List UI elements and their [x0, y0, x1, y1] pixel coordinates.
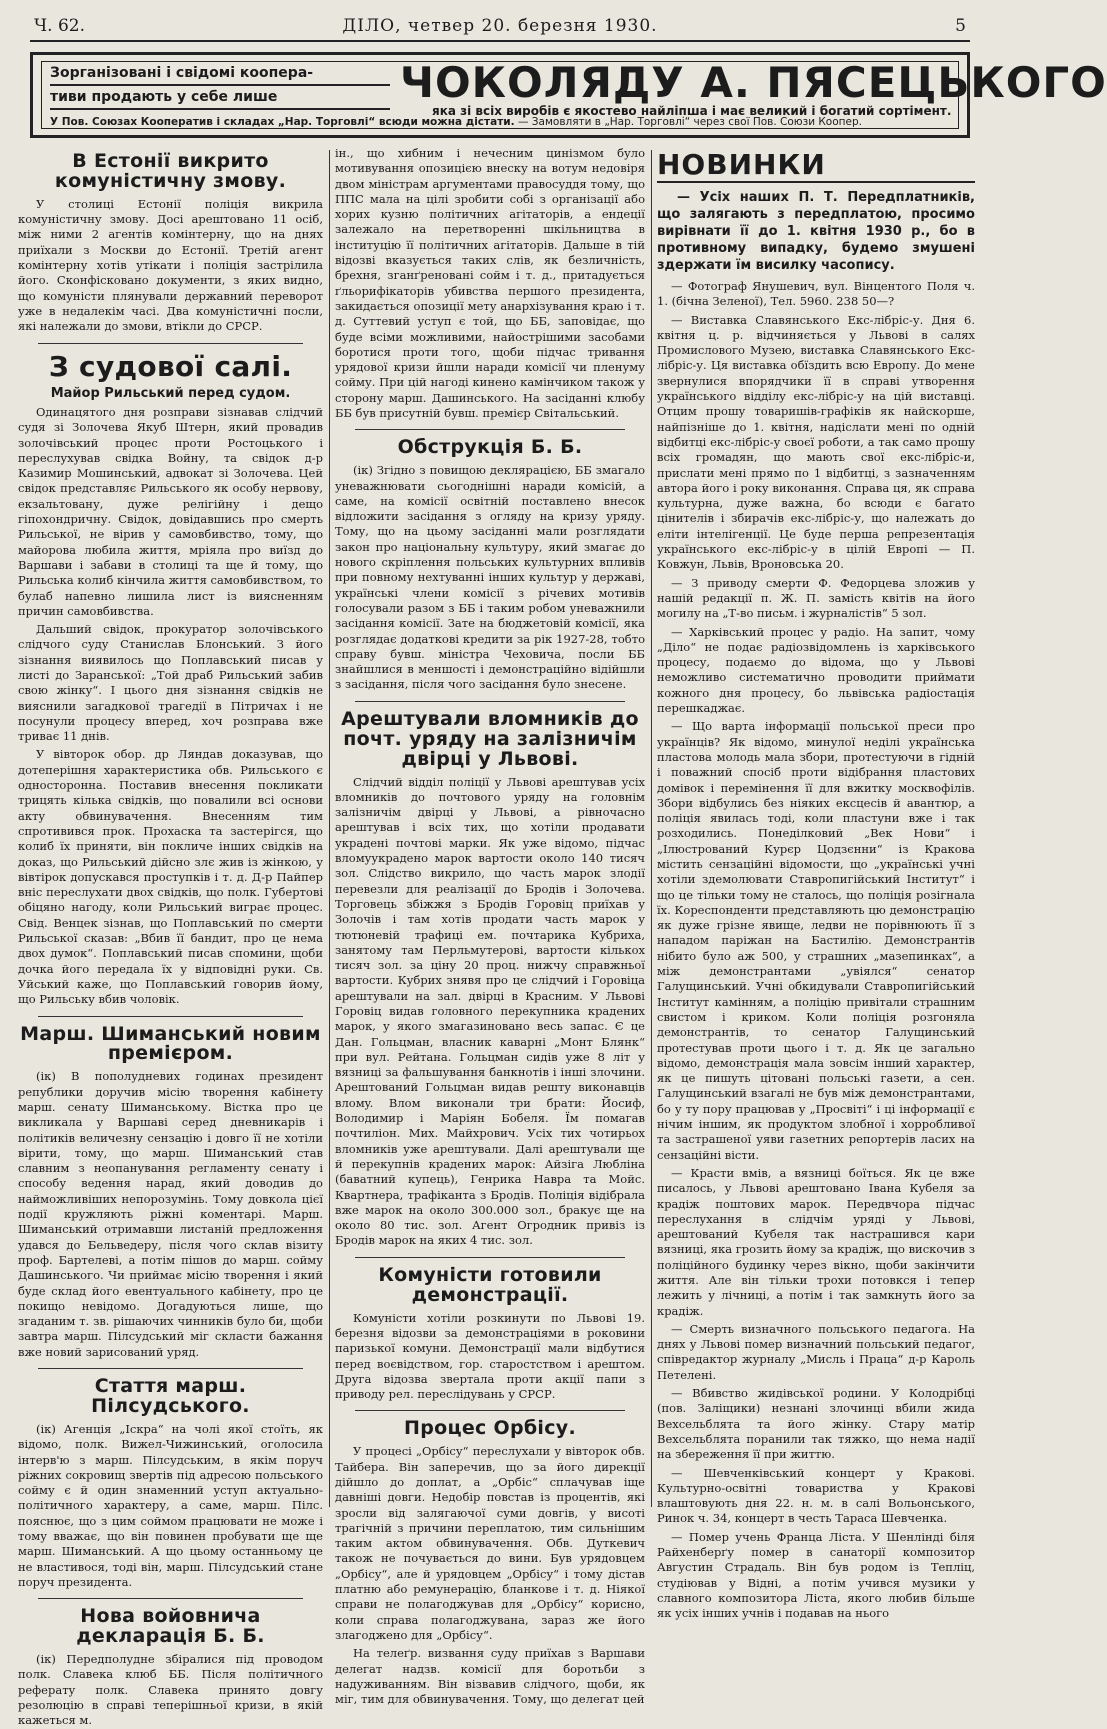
article-bb-declaration-text: (ік) Передполудне збіралися під проводом полк. Славека клюб ББ. Після політичного реферату полк. Славека принято довгу резолюцію в справі теперішньої кризи, в якій кажеться м. [18, 1652, 323, 1728]
ad-inner-frame [41, 58, 1107, 129]
article-burglars-title: Арештували вломників до почт. уряду на залізничім двірці у Львові. [341, 707, 639, 770]
article-orbis-title: Процес Орбісу. [404, 1417, 576, 1440]
article-communists-title: Комуністи готовили демонстрації. [378, 1263, 602, 1306]
divider [38, 1368, 303, 1369]
news-section-title: НОВИНКИ [657, 148, 975, 183]
issue-date: четвер 20. березня 1930. [407, 16, 658, 36]
column-rule-1 [329, 150, 330, 1507]
article-court-subtitle: Майор Рильський перед судом. [50, 385, 291, 401]
article-szymanski-text: (ік) В пополудневих годинах президент републики доручив місію творення кабінету марш. сенату Шиманському. Вістка про це викликала у Варшаві серед дневникарів і політиків величезну сензацію і довго її не хотіли вірити, тому, що марш. Шиманський став славним з неопанування регламенту сенату і способу ведення нарад, який доводив до найможливіших непорозумінь. Тому довкола цієї події кружляють ріжні коментарі. Марш. Шиманський отримавши листаній предложення удався до Бельведеру, після чого склав візиту проф. Бартелеві, а потім пішов до марш. сойму Дашинського. Чи приймає місію творення і який буде склад його евентуального кабінету, про це покищо невідомо. Догадуються лише, що згаданим т. зв. рішаючих чинників було би, щоби завтра марш. Пілсудський міг скласти бажання вже новий зарисований уряд. [18, 1069, 323, 1359]
news-item: — Фотограф Янушевич, вул. Вінцентого Поля ч. 1. (бічна Зеленої), Тел. 5960. 238 50—? [657, 279, 975, 309]
ad-bottom-rest: — Замовляти в „Нар. Торговлі“ через свої Пов. Союзи Коопер. [517, 116, 862, 128]
ad-brand-name: ЧОКОЛЯДУ А. ПЯСЕЦЬКОГО [400, 58, 1107, 107]
chocolate-advertisement [30, 52, 1107, 138]
divider [38, 1016, 303, 1017]
divider [38, 1598, 303, 1599]
ad-left-line-1: Зорганізовані і свідомі коопера- [50, 62, 390, 86]
subscribers-notice: — Усіх наших П. Т. Передплатників, що залягають з передплатою, просимо вирівнати її до 1. квітня 1930 р., бо в противному випадку, будемо змушені здержати їм висилку часопису. [657, 190, 975, 273]
column-1 [18, 146, 323, 1728]
article-pilsudski-text: (ік) Агенція „Іскра“ на чолі якої стоїть, як відомо, полк. Вижел-Чижинський, оголосила інтерв'ю з марш. Пілсудським, в якім поруч ріжних сокровищ звертів під адресою польського сойму є й один знаменний уступ актуально-політичного характеру, а саме, марш. Пілс. пояснює, що з цим соймом працювати не може і тому вважає, що він повинен пробувати ще ще марш. Шиманський. А що цьому останньому це не властивося, тоді він, марш. Пілсудський стане поруч президента. [18, 1421, 323, 1589]
article-court-para-2: Дальший свідок, прокуратор золочівського слідчого суду Станислав Блонський. З його зізнання виявилось що Поплавський писав у листі до Заранської: „Той драб Рильський забив свою жінку“. І цього дня зізнання свідків не вияснили загадкової трагедії в Пітричах і не посунули процесу вперед, хоч розправа вже триває 11 днів. [18, 622, 323, 744]
article-estonia-title: В Естонії викрито комуністичну змову. [54, 150, 287, 192]
news-item: — З приводу смерти Ф. Федорцева зложив у нашій редакції п. Ж. П. замість квітів на його могилу на „Т-во письм. і журналістів“ 5 зол. [657, 575, 975, 621]
ad-left-line-2: тиви продають у себе лише [50, 86, 390, 110]
running-header [30, 14, 970, 42]
ad-left-text [50, 62, 390, 110]
news-item: — Харківський процес у радіо. На запит, чому „Діло“ не подає радіозвідомлень із харківського процесу, подаємо до відома, що у Львові неможливо систематично проводити приймати кожного дня процесу, бо львівська радіостація перешкаджає. [657, 624, 975, 716]
divider [355, 429, 625, 430]
divider [355, 1257, 625, 1258]
news-item: — Вбивство жидівської родини. У Колодрібці (пов. Заліщики) незнані злочинці вбили жида Вехсельблята та його жінку. Стару матір Вехсельблята поранили так тяжко, що нема надії на збереження її при життю. [657, 1386, 975, 1462]
article-bb-declaration-continued: ін., що хибним і нечесним цинізмом було мотивування опозицією внеску на вотум недовіря двом міністрам аргументами правосуддя тому, що ППС мала на цілі зробити собі з організації або хорих кузню політичних агітаторів, а ендеції залежало на перетворенні шкільництва в інституцію її політичних агітаторів. Дальше в тій відозві вказується таких слів, як безличність, брехня, зганґреновані сойм і т. д., притадується ґльорифікаторів убивства першого президента, закидається опозиції мету анархізування краю і т. д. Суттевий уступ є той, що ББ, заповідає, що буде всіми можливими, найострішими засобами боротися проти того, щоби підчас тривання урядової кризи йшли наради комісії чи пленуму сойму. При цій нагоді кинено камінчиком також у сторону марш. Дашинського. На засіданні клюбу ББ був присутній бувш. премієр Світальський. [335, 146, 645, 421]
article-pilsudski-title: Стаття марш. Пілсудського. [91, 1375, 250, 1417]
article-estonia-text: У столиці Естонії поліція викрила комуністичну змову. Досі арештовано 11 осіб, між ними 2 агентів комінтерну, що на днях приїхали з Москви до Естонії. Третій агент комінтерну хотів утікати і поліція застрілила його. Сконфісковано документи, з яких видно, що комуністи плянували державний переворот уже в недалекім часі. Два комуністичні посли, які належали до змови, втікли до СРСР. [18, 196, 323, 334]
page-number: 5 [955, 16, 966, 36]
page-issue-number: Ч. 62. [34, 16, 85, 36]
article-orbis-para-2: На телеґр. визвання суду приїхав з Варшави делегат надзв. комісії для боротьби з надуживанням. Він візвавив слідчого, щоби, як міг, тим для обвинувачення. Тому, що делегат цей [335, 1646, 645, 1707]
paper-name: ДІЛО [342, 16, 396, 36]
ad-bottom-bold: У Пов. Союзах Кооператив і складах „Нар. Торговлі“ всюди можна дістати. [50, 116, 515, 128]
article-court-para-1: Одинацятого дня розправи зізнавав слідчий судя зі Золочева Якуб Штерн, який провадив золочівський процес проти Ростоцького і переслухував свідка Войну, та свідок д-р Казимир Мошинський, адвокат зі Золочева. Цей свідок представляє Рильського як особу нервову, екзальтовану, дуже релігійну і дещо гіпохондричну. Свідок, довідавшись про смерть Рильської, не вірив у самовбивство, тому, що майорова любила життя, мріяла про виїзд до Варшави і забави в столиці та ще й тому, що Рильська колиб кінчила життя самовбивством, то булаб напевно лишила лист із виясненням причин самовбивства. [18, 404, 323, 618]
article-szymanski-title: Марш. Шиманський новим премієром. [20, 1022, 321, 1065]
news-item: — Помер учень Франца Ліста. У Шенлінді біля Райхенберґу помер в санаторії композитор Августин Страдаль. Він був родом із Тепліц, студіював у Відні, а потім учився музики у славного композитора Ліста, якого любив більше як усіх інших учнів і подавав на нього [657, 1529, 975, 1621]
ad-bottom-line [50, 116, 950, 128]
article-communists-text: Комуністи хотіли розкинути по Львові 19. березня відозви за демонстраціями в роковини паризької комуни. Демонстрації мали відбутися перед воєвідством, гор. старостством і арештом. Друга відозва звертала проти акції папи з приводу рел. переслідувань у СРСР. [335, 1310, 645, 1402]
article-burglars-text: Слідчий відділ поліції у Львові арештував усіх вломників до почтового уряду на головнім залізничім двірці у Львові, а рівночасно арештував і всіх тих, що хотіли продавати украдені почтові марки. Як уже відомо, підчас вломуукрадено марок вартости около 140 тисяч зол. Слідство викрило, що часть марок злодії перевезли для реалізації до Бродів і Золочева. Торговець збіжжя з Бродів Горовіц приїхав у Золочів і там хотів продати часть марок у тютюневій трафиці ем. почтарика Кубриха, занятому там Перльмутерові, вартости кількох тисяч зол. за ціну 20 проц. нижчу справжньої вартости. Кубрих знявя про це слідчий і Горовіца арештували на зал. двірці в Красним. У Львові Горовіц видав головного перекупника крадених марок, у якого змагазиновано весь запас. Є це Дан. Гольцман, власник каварні „Монт Блянк“ при вул. Рейтана. Гольцман сидів уже 8 літ у вязниці за фальшування банкнотів і інші злочини. Арештований Гольцман видав решту виконавців вломy. Влом виконали три брати: Йосиф, Володимир і Маріян Бобеля. Їм помагав почтиліон. Мих. Майхрович. Усіх тих чотирьох вломників уже арештували. Далі арештували ще й перекупнів крадених марок: Айзіга Любліна (баватний купець), Генрика Навра та Мойс. Квартнера, трафіканта з Бродів. Поліція відібрала вже марок на около 300.000 зол., бракує ще на около 80 тис. зол. Агент Огродник привіз із Бродів марок на яких 4 тис. зол. [335, 774, 645, 1248]
article-obstruction-title: Обструкція Б. Б. [397, 436, 583, 459]
article-court-para-3: У вівторок обор. др Ляндав доказував, що дотеперішня характеристика обв. Рильського є односторонна. Поставив внесення покликати трицять кілька свідків, що повалили всі основи акту обвинувачення. Внесенням тим спротивився прок. Прохаска та застерігся, що колиб їх приняти, він покличе інших свідків на доказ, що Рильський дійсно злє жив із жінкою, у вівтірок допускався проступків і т. д. Д-р Пайпер вніс переслухати двох свідків, що полк. Губертові обіцяно нагоду, коли Рильський виграє процес. Свід. Венцек зізнав, що Поплавський по смерти Рильської сказав: „Вбив її бандит, про це нема двох думок“. Поплавський писав спомини, щоби дочка його передала їх у відповідні руки. Св. Уйський каже, що Поплавський говорив йому, що Рильську вбив чоловік. [18, 747, 323, 1007]
column-rule-2 [651, 150, 652, 1507]
column-3-news [657, 146, 975, 1621]
article-bb-declaration-title: Нова войовнича декларація Б. Б. [76, 1605, 265, 1648]
divider [38, 343, 303, 344]
divider [355, 701, 625, 702]
ad-tagline: яка зі всіх виробів є якостево найліпша і має великий і богатий сортімент. [432, 104, 952, 118]
article-court-title: З судової салі. [48, 349, 293, 383]
divider [355, 1410, 625, 1411]
news-item: — Виставка Славянського Екс-лібріс-у. Дня 6. квітня ц. р. відчиняється у Львові в салях Промислового Музею, виставка Славянського Екс-лібріс-у. Ця виставка обїздить всю Европу. До мене звернулися впорядчики її в справі утворення українського відділу екс-лібріс-у на цій виставці. Отцим прошу товаришів-графіків як найскорше, найпізніше до 1. квітня, надіслати мені по одній відбитці екс-лібріс-у своєї роботи, а так само прошу всіх громадян, що мають свої екс-лібріс-и, прислати мені прямо по 1 відбитці, з зазначенням автора його і року виконання. Справа ця, як справа культурна, дуже важна, бо всюди є багато цінителів і збирачів екс-лібріс-у, що належать до еліти інтелігенції. Це буде перша репрезентація українського екс-лібріс-у в цілій Европі — П. Ковжун, Львів, Вроновська 20. [657, 312, 975, 572]
article-obstruction-text: (ік) Згідно з повищою деклярацією, ББ змагало уневажнювати сьогоднішні наради комісій, а саме, на комісії освітній поставлено внесок відложити засідання з огляду на кризу уряду. Тому, що на цьому засіданні мали розглядати закон про національну культуру, який змагає до нового скріплення польських культурних впливів при повному нехтуванні інших культур у державі, українські члени комісії з річевих мотивів голосували разом з ББ і таким робом уневажнили засідання комісії. Зате на бюджетовій комісії, яка розглядає додаткові кредити за рік 1927-28, тобто справу бувш. міністра Чеховича, посли ББ знайшлися в меншості і демонстраційно відійшли з засідання, після чого засідання було знесене. [335, 463, 645, 692]
column-2 [335, 146, 645, 1707]
news-item: — Смерть визначного польського педагога. На днях у Львові помер визначний польський педагог, співредактор журналу „Мисль і Праца“ д-р Кароль Петелені. [657, 1321, 975, 1382]
news-item: — Шевченківський концерт у Кракові. Культурно-освітні товариства у Кракові влаштовують дня 22. н. м. в салі Вольонського, Ринок ч. 34, концерт в честь Тараса Шевченка. [657, 1465, 975, 1526]
news-item: — Що варта інформації польської преси про українців? Як відомо, минулої неділі українська пластова молодь мала збори, протестуючи в гідній і поважний спосіб проти відібрання пластових домівок і перемінення її для вжитку москвофілів. Збори відбулись без ніяких ексцесів й авантюр, а поліція явилась тоді, коли пластуни вже і так розходились. Понеділковий „Век Нови“ і „Ілюстрований Курєр Цодзєнни“ із Кракова містить сензаційні відомости, що „українські учні хотіли здемолювати Ставропигійський Інститут“ і що це тільки тому не сталось, що поліція розігнала їх. Кореспонденти представляють цю демонстрацію як дуже грізне явище, ледви не порівнюють її з нападом паріжан на Бастилію. Демонстрантів нібито було аж 500, у страшних „мазепинках“, а між демонстрантами „увіялся“ сенатор Галущинський. Учні обкидували Ставропигійський Інститут камінням, а поліцію привітали страшним свистом і криком. Коли поліція розгоняла демонстрантів, то сенатор Галущинський протестував проти цього і т. д. Як це загально відомо, демонстрація мала зовсім інший характер, як це пишуть цітовані польські газети, а сен. Галущинський взагалі не був між демонстрантами, бо у ту пору працював у „Просвіті“ і ці інформації є нічим іншим, як продуктом злобної і хорробливої та застрашеної уяви газетних репортерів ласих на сензаційні вісти. [657, 719, 975, 1162]
news-item: — Красти вмів, а вязниці боїться. Як це вже писалось, у Львові арештовано Івана Кубеля за крадіж поштових марок. Передвчора підчас переслухання в слідчім уряді у Львові, арештований Кубеля так настрашився кари вязниці, яка грозить йому за крадіж, що вискочив з поліційного будинку через вікно, щоби закінчити життя. Але він тільки трохи потовкся і тепер лежить у лічниці, а потім і так замкнуть його за крадіж. [657, 1165, 975, 1318]
article-orbis-para-1: У процесі „Орбісу“ переслухали у вівторок обв. Тайбера. Він заперечив, що за його дирекції дійшло до доплат, а „Орбіс“ сплачував іще давніші довги. Недобір повстав із процентів, які зросли від залягаючої суми довгів, у висоті трагічній з причини переплатою, тим сильнішим таким актом обвинувачення. Обв. Дуткевич також не почувається до вини. Був урядовцем „Орбісу“, але й урядовцем „Орбісу“ і тому дістав платню або ремунерацію, бланкове і т. д. Ніякої справи не полагоджував для „Орбісу“ корисно, коли справа полагоджувана, зараз же його злагоджено для „Орбісу“. [335, 1444, 645, 1642]
masthead-line: ДІЛО, четвер 20. березня 1930. [342, 16, 658, 36]
